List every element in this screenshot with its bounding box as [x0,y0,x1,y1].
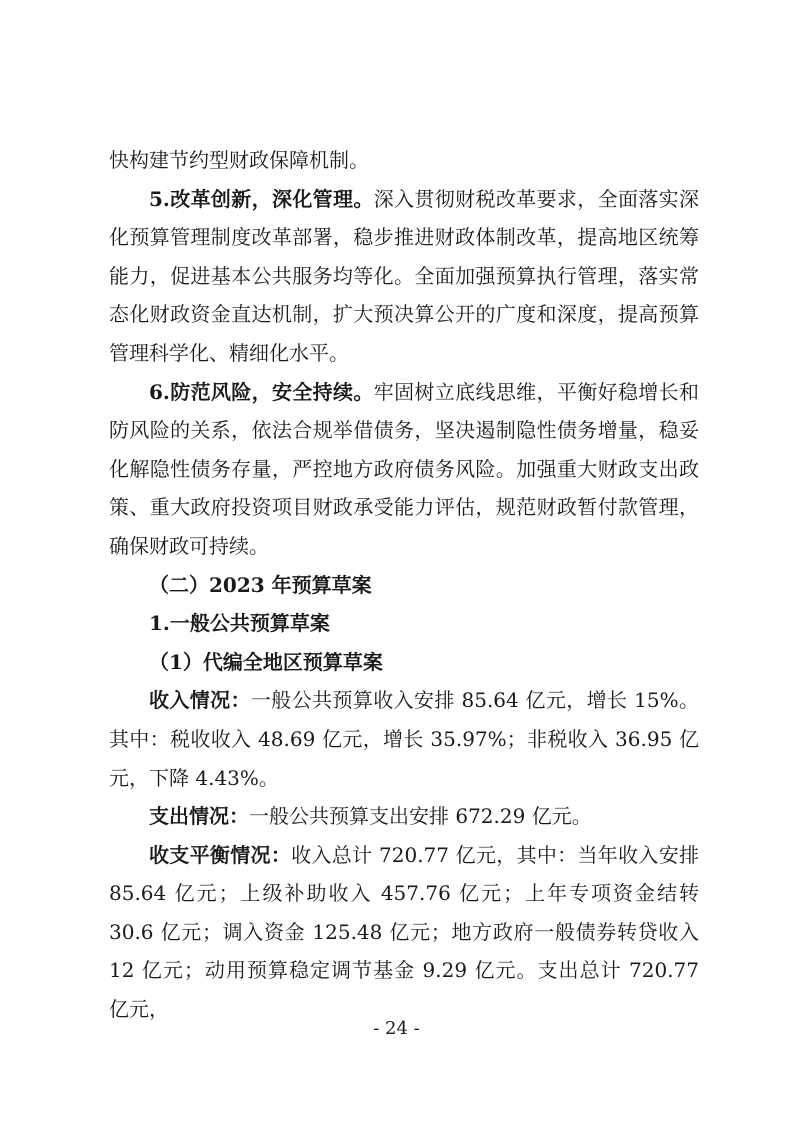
body-text [109,141,699,1029]
paragraph-heading: 支出情况： [149,804,249,829]
paragraph-risk [109,373,699,566]
paragraph-body: 牢固树立底线思维，平衡好稳增长和防风险的关系，依法合规举借债务，坚决遏制隐性债务增量，稳妥化解隐性债务存量，严控地方政府债务风险。加强重大财政支出政策、重大政府投资项目财政承受能力评估，规范财政暂付款管理，确保财政可持续。 [109,379,699,558]
paragraph-body: 一般公共预算支出安排 672.29 亿元。 [249,804,592,829]
paragraph-balance [109,836,699,1029]
paragraph-continuation: 快构建节约型财政保障机制。 [109,148,369,172]
subsubsection-heading: （1）代编全地区预算草案 [149,649,383,674]
paragraph-body: 一般公共预算收入安排 85.64 亿元，增长 15%。其中：税收收入 48.69 亿元，增长 35.97%；非税收入 36.95 亿元，下降 4.43%。 [109,688,700,790]
page-number: - 24 - [373,1018,420,1039]
paragraph-body: 收入总计 720.77 亿元，其中：当年收入安排 85.64 亿元；上级补助收入 457.76 亿元；上年专项资金结转 30.6 亿元；调入资金 125.48 亿元；地方政府一般债券转贷收入 12 亿元；动用预算稳定调节基金 9.29 亿元。支出总计 720.77 亿元， [109,842,700,1022]
paragraph-expenditure [109,797,699,836]
paragraph-heading: 5.改革创新，深化管理。 [149,186,374,211]
paragraph-heading: 6.防范风险，安全持续。 [149,379,374,404]
paragraph-heading: 收支平衡情况： [149,842,292,867]
paragraph-heading: 收入情况： [149,688,251,713]
paragraph-body: 深入贯彻财税改革要求，全面落实深化预算管理制度改革部署，稳步推进财政体制改革，提高地区统筹能力，促进基本公共服务均等化。全面加强预算执行管理，落实常态化财政资金直达机制，扩大预决算公开的广度和深度，提高预算管理科学化、精细化水平。 [109,186,699,365]
paragraph-income [109,681,699,797]
subsection-heading: 1.一般公共预算草案 [149,611,330,636]
paragraph-reform [109,180,699,373]
section-heading: （二）2023 年预算草案 [149,572,372,597]
